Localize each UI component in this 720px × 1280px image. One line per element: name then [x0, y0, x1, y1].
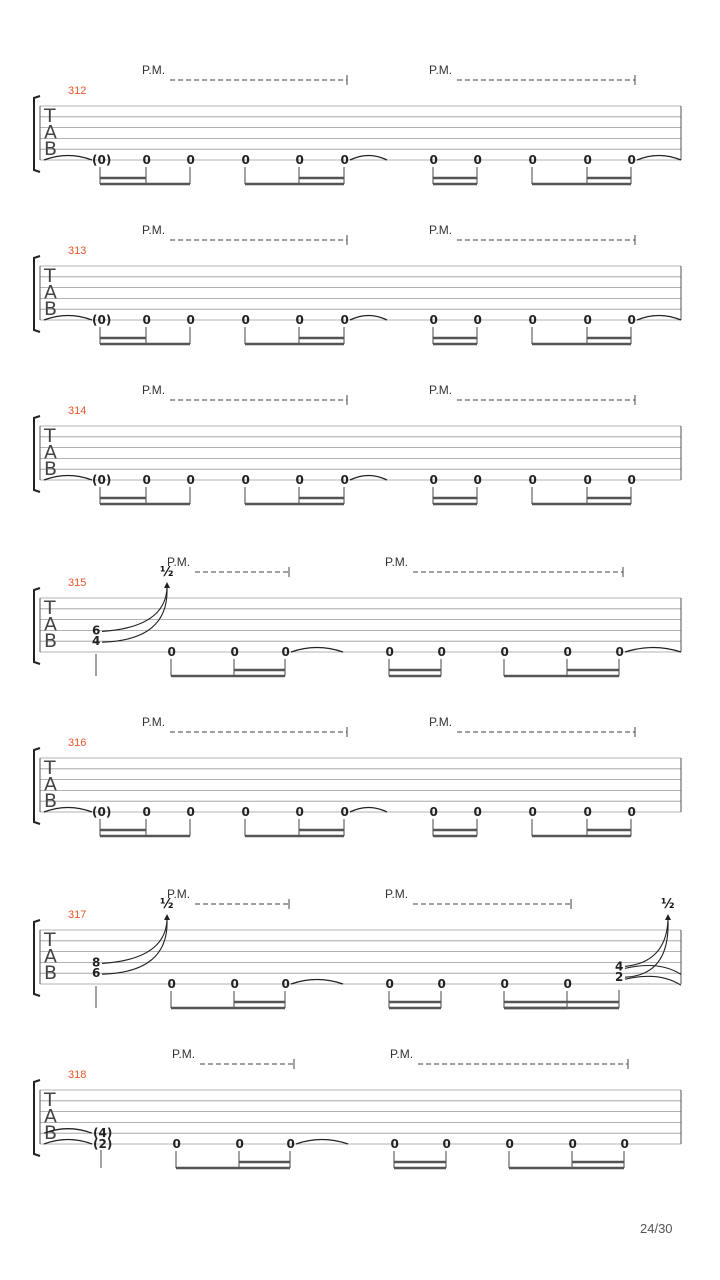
fret-number: 0 [583, 153, 592, 167]
fret-number: 0 [528, 473, 537, 487]
palm-mute-label: P.M. [167, 887, 191, 901]
fret-number: 0 [473, 473, 482, 487]
system-bracket [34, 920, 40, 996]
fret-number: 0 [340, 805, 349, 819]
fret-number: 0 [286, 1137, 295, 1151]
fret-number: 0 [186, 805, 195, 819]
fret-number: (0) [92, 473, 112, 487]
fret-number: 0 [583, 805, 592, 819]
start-bend-curve-lower [102, 920, 167, 974]
measure-number: 317 [68, 909, 87, 921]
palm-mute-label: P.M. [142, 223, 166, 237]
fret-number: 6 [92, 623, 101, 638]
tie-arc [350, 156, 387, 161]
fret-number: 0 [167, 977, 176, 991]
fret-number: 0 [281, 977, 290, 991]
tie-to-next [637, 316, 681, 321]
fret-number: 8 [92, 955, 101, 970]
fret-number: 0 [142, 153, 151, 167]
tab-clef-letter-a: A [44, 1105, 57, 1128]
tab-clef-letter-a: A [44, 281, 57, 304]
fret-number: 0 [563, 977, 572, 991]
tab-clef-letter-b: B [44, 630, 58, 652]
fret-number: 4 [92, 634, 101, 649]
tab-system [34, 1047, 681, 1168]
fret-number: 0 [142, 313, 151, 327]
palm-mute-label: P.M. [172, 1047, 196, 1061]
fret-number: (0) [92, 805, 112, 819]
tie-arc [350, 476, 387, 481]
start-bend-arrowhead-icon [164, 582, 170, 588]
tie-to-next [625, 648, 681, 653]
tab-clef-letter-t: T [44, 757, 56, 779]
fret-number: 0 [186, 153, 195, 167]
fret-number: 0 [429, 473, 438, 487]
fret-number: 0 [186, 313, 195, 327]
measure-number: 318 [68, 1069, 87, 1081]
palm-mute-label: P.M. [385, 555, 409, 569]
fret-number: 0 [583, 313, 592, 327]
system-bracket [34, 416, 40, 492]
fret-number: 0 [620, 1137, 629, 1151]
fret-number: 0 [429, 313, 438, 327]
palm-mute-label: P.M. [142, 383, 166, 397]
fret-number: 6 [92, 966, 101, 981]
palm-mute-label: P.M. [167, 555, 191, 569]
bend-amount-label: ½ [160, 897, 174, 912]
fret-number: 0 [142, 805, 151, 819]
fret-number: 0 [186, 473, 195, 487]
palm-mute-label: P.M. [429, 223, 453, 237]
fret-number: (2) [93, 1137, 113, 1151]
tab-clef-letter-a: A [44, 613, 57, 636]
measure-number: 313 [68, 245, 87, 257]
fret-number: 0 [627, 473, 636, 487]
end-bend-arrowhead-icon [665, 914, 671, 920]
fret-number: 0 [473, 805, 482, 819]
tie-arc [291, 648, 343, 653]
fret-number: (0) [92, 153, 112, 167]
system-bracket [34, 256, 40, 332]
tab-system [34, 887, 681, 1008]
fret-number: 0 [167, 645, 176, 659]
fret-number: 0 [627, 153, 636, 167]
fret-number: 0 [500, 645, 509, 659]
tab-clef-letter-b: B [44, 458, 58, 480]
fret-number: 0 [528, 805, 537, 819]
fret-number: 0 [528, 313, 537, 327]
palm-mute-label: P.M. [429, 63, 453, 77]
tab-clef-letter-a: A [44, 441, 57, 464]
fret-number: 0 [627, 313, 636, 327]
fret-number: 4 [615, 959, 624, 974]
tie-arc [296, 1140, 348, 1145]
tie-arc [291, 980, 343, 985]
fret-number: 0 [340, 473, 349, 487]
fret-number: 0 [340, 153, 349, 167]
palm-mute-label: P.M. [142, 63, 166, 77]
fret-number: 0 [385, 977, 394, 991]
fret-number: 0 [390, 1137, 399, 1151]
tie-arc [350, 316, 387, 321]
fret-number: 0 [241, 473, 250, 487]
fret-number: 0 [241, 805, 250, 819]
fret-number: 0 [340, 313, 349, 327]
tab-system [34, 715, 681, 836]
tab-clef-letter-t: T [44, 1089, 56, 1111]
fret-number: 2 [615, 970, 624, 985]
palm-mute-label: P.M. [390, 1047, 414, 1061]
tab-clef-letter-a: A [44, 773, 57, 796]
end-bend-curve-lower [625, 920, 668, 977]
tab-system [34, 63, 681, 184]
palm-mute-label: P.M. [429, 715, 453, 729]
palm-mute-label: P.M. [429, 383, 453, 397]
tab-clef-letter-b: B [44, 1122, 58, 1144]
start-bend-curve-upper [102, 920, 167, 963]
tab-clef-letter-t: T [44, 105, 56, 127]
fret-number: 0 [429, 805, 438, 819]
tab-clef-letter-t: T [44, 597, 56, 619]
tab-clef-letter-b: B [44, 138, 58, 160]
fret-number: 0 [505, 1137, 514, 1151]
tab-clef-letter-t: T [44, 425, 56, 447]
fret-number: (0) [92, 313, 112, 327]
tab-clef-letter-t: T [44, 265, 56, 287]
fret-number: 0 [563, 645, 572, 659]
fret-number: 0 [500, 977, 509, 991]
tab-system [34, 383, 681, 504]
fret-number: 0 [615, 645, 624, 659]
system-bracket [34, 748, 40, 824]
fret-number: 0 [295, 805, 304, 819]
fret-number: (4) [93, 1126, 113, 1141]
fret-number: 0 [295, 153, 304, 167]
tab-system [34, 555, 681, 676]
fret-number: 0 [281, 645, 290, 659]
tab-clef-letter-a: A [44, 121, 57, 144]
measure-number: 316 [68, 737, 87, 749]
palm-mute-label: P.M. [142, 715, 166, 729]
system-bracket [34, 96, 40, 172]
fret-number: 0 [473, 153, 482, 167]
fret-number: 0 [385, 645, 394, 659]
fret-number: 0 [583, 473, 592, 487]
fret-number: 0 [442, 1137, 451, 1151]
fret-number: 0 [241, 313, 250, 327]
fret-number: 0 [437, 645, 446, 659]
tab-clef-letter-t: T [44, 929, 56, 951]
start-bend-arrowhead-icon [164, 914, 170, 920]
fret-number: 0 [528, 153, 537, 167]
fret-number: 0 [437, 977, 446, 991]
system-bracket [34, 1080, 40, 1156]
bend-amount-label: ½ [661, 897, 675, 912]
fret-number: 0 [473, 313, 482, 327]
page-number: 24/30 [640, 1221, 673, 1236]
system-bracket [34, 588, 40, 664]
tab-clef-letter-b: B [44, 298, 58, 320]
tab-clef-letter-b: B [44, 790, 58, 812]
end-bend-curve-upper [625, 920, 668, 966]
tab-system [34, 223, 681, 344]
fret-number: 0 [235, 1137, 244, 1151]
fret-number: 0 [568, 1137, 577, 1151]
start-bend-curve-lower [102, 588, 167, 642]
tie-arc [350, 808, 387, 813]
fret-number: 0 [295, 473, 304, 487]
fret-number: 0 [230, 645, 239, 659]
fret-number: 0 [295, 313, 304, 327]
fret-number: 0 [429, 153, 438, 167]
fret-number: 0 [142, 473, 151, 487]
measure-number: 312 [68, 85, 87, 97]
measure-number: 315 [68, 577, 87, 589]
tab-clef-letter-a: A [44, 945, 57, 968]
fret-number: 0 [241, 153, 250, 167]
bend-amount-label: ½ [160, 565, 174, 580]
fret-number: 0 [230, 977, 239, 991]
fret-number: 0 [627, 805, 636, 819]
measure-number: 314 [68, 405, 87, 417]
start-bend-curve-upper [102, 588, 167, 631]
tab-clef-letter-b: B [44, 962, 58, 984]
fret-number: 0 [172, 1137, 181, 1151]
palm-mute-label: P.M. [385, 887, 409, 901]
tie-to-next [637, 156, 681, 161]
